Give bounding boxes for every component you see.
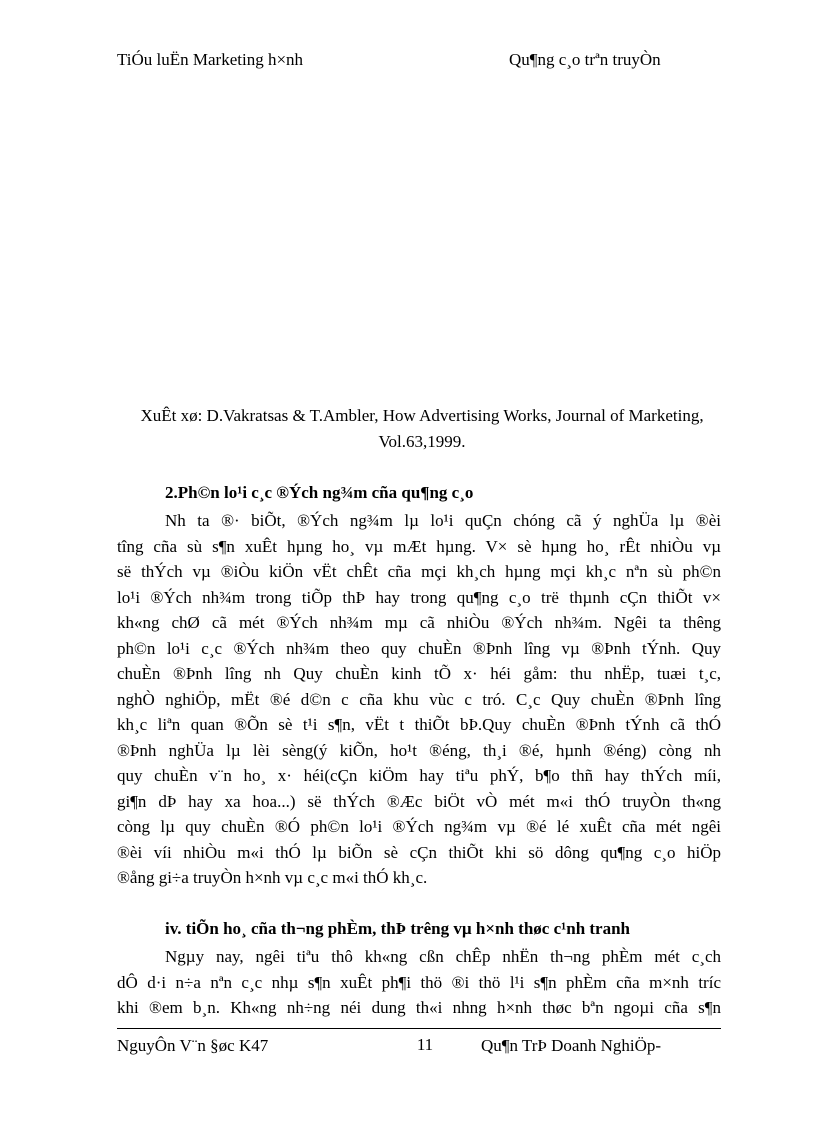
text-line: lo¹i ®Ých nh¾m trong tiÕp thÞ hay trong qu¶ng c¸o trë thµnh cÇn thiÕt v× [117, 587, 721, 607]
text-line: tîng cña sù s¶n xuÊt hµng ho¸ vµ mÆt hµng. V× sè hµng ho¸ rÊt nhiÒu vµ [117, 536, 721, 556]
text-line: gi¶n dÞ hay xa hoa...) së thÝch ®Æc biÖt vÒ mét m«i thÓ truyÒn th«ng [117, 791, 721, 811]
text-line: ph©n lo¹i c¸c ®Ých nh¾m theo quy chuÈn ®Þnh lîng vµ ®Þnh tÝnh. Quy [117, 638, 721, 658]
text-line: nghÒ nghiÖp, mËt ®é d©n c cña khu vùc c tró. C¸c Quy chuÈn ®Þnh lîng [117, 689, 721, 709]
header-right-title: Qu¶ng c¸o trªn truyÒn [509, 50, 661, 69]
footer-department: Qu¶n TrÞ Doanh NghiÖp- [481, 1036, 662, 1055]
section-2-heading: 2.Ph©n lo¹i c¸c ®Ých ng¾m cña qu¶ng c¸o [165, 483, 474, 502]
text-line: kh«ng chØ cã mét ®Ých nh¾m mµ cã nhiÒu ®Ých nh¾m. Ngêi ta thêng [117, 613, 721, 632]
section-2-paragraph [117, 508, 721, 891]
text-line: Nh ta ®· biÕt, ®Ých ng¾m lµ lo¹i quÇn chóng cã ý nghÜa lµ ®èi [165, 511, 721, 530]
text-line: ®ång gi÷a truyÒn h×nh vµ c¸c m«i thÓ kh¸c. [117, 868, 428, 887]
text-line: së thÝch vµ ®iÒu kiÖn vËt chÊt cña mçi kh¸ch hµng mçi kh¸c nªn sù ph©n [117, 562, 721, 581]
page-number: 11 [416, 1035, 434, 1054]
section-iv-heading: iv. tiÕn ho¸ cña th¬ng phÈm, thÞ trêng vµ h×nh thøc c¹nh tranh [165, 919, 631, 938]
text-line: chuÈn ®Þnh lîng nh Quy chuÈn kinh tÕ x· héi gåm: thu nhËp, tuæi t¸c, [117, 664, 721, 683]
footer-divider [117, 1028, 721, 1029]
text-line: quy chuÈn v¨n ho¸ x· héi(cÇn kiÖm hay tiªu phÝ, b¶o thñ hay thÝch míi, [117, 766, 721, 785]
footer-author: NguyÔn V¨n §øc K47 [117, 1036, 269, 1055]
text-line: còng lµ quy chuÈn ®Ó ph©n lo¹i ®Ých ng¾m vµ ®é lé xuÊt cña mét ngêi [117, 817, 721, 836]
text-line: kh¸c liªn quan ®Õn sè t¹i s¶n, vËt t thiÕt bÞ.Quy chuÈn ®Þnh tÝnh cã thÓ [117, 715, 721, 734]
text-line: ®Þnh nghÜa lµ lèi sèng(ý kiÕn, ho¹t ®éng, th¸i ®é, hµnh ®éng) còng nh [117, 740, 721, 760]
text-line: ®èi víi nhiÒu m«i thÓ lµ biÕn sè cÇn thiÕt khi sö dông qu¶ng c¸o hiÖp [117, 842, 721, 862]
section-iv-paragraph [117, 944, 721, 1021]
source-citation: XuÊt xø: D.Vakratsas & T.Ambler, How Advertising Works, Journal of Marketing, Vol.63,1999. [140, 406, 704, 451]
text-line: dÔ d·i n÷a nªn c¸c nhµ s¶n xuÊt ph¶i thö ®i thö l¹i s¶n phÈm cña m×nh tríc [117, 972, 721, 992]
header-left-title: TiÓu luËn Marketing h×nh [117, 50, 304, 69]
text-line: Ngµy nay, ngêi tiªu thô kh«ng cßn chÊp nhËn th¬ng phÈm mét c¸ch [165, 947, 721, 966]
text-line: khi ®em b¸n. Kh«ng nh÷ng néi dung th«i nhng h×nh thøc bªn ngoµi cña s¶n [117, 998, 721, 1017]
